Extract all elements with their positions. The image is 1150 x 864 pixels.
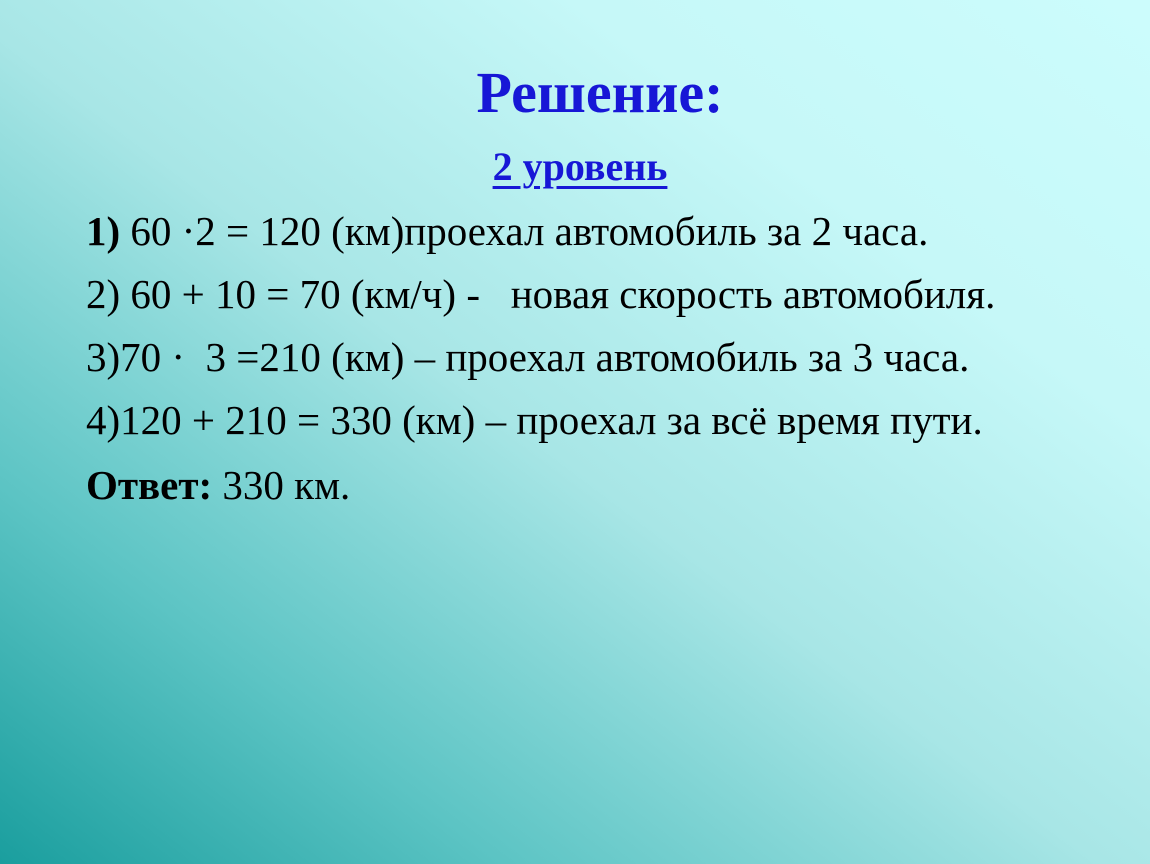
step-number: 3) (86, 334, 121, 380)
answer-text: 330 км. (212, 462, 351, 508)
step-4 (86, 389, 1126, 452)
answer (86, 454, 1126, 517)
step-text: 70 · 3 =210 (км) – проехал автомобиль за 3 часа. (120, 334, 970, 380)
step-text: 60 ·2 = 120 (км)проехал автомобиль за 2 часа. (120, 208, 929, 254)
slide-title: Решение: (476, 60, 724, 125)
step-number: 1) (86, 208, 121, 254)
step-1 (86, 200, 1126, 263)
solution-steps (86, 200, 1126, 517)
slide-subtitle: 2 уровень (492, 144, 668, 189)
step-number: 4) (86, 397, 121, 443)
answer-label: Ответ: (86, 462, 213, 508)
step-3 (86, 326, 1126, 389)
step-text: 60 + 10 = 70 (км/ч) - новая скорость автомобиля. (120, 271, 996, 317)
step-2 (86, 263, 1126, 326)
step-number: 2) (86, 271, 121, 317)
step-text: 120 + 210 = 330 (км) – проехал за всё время пути. (120, 397, 983, 443)
